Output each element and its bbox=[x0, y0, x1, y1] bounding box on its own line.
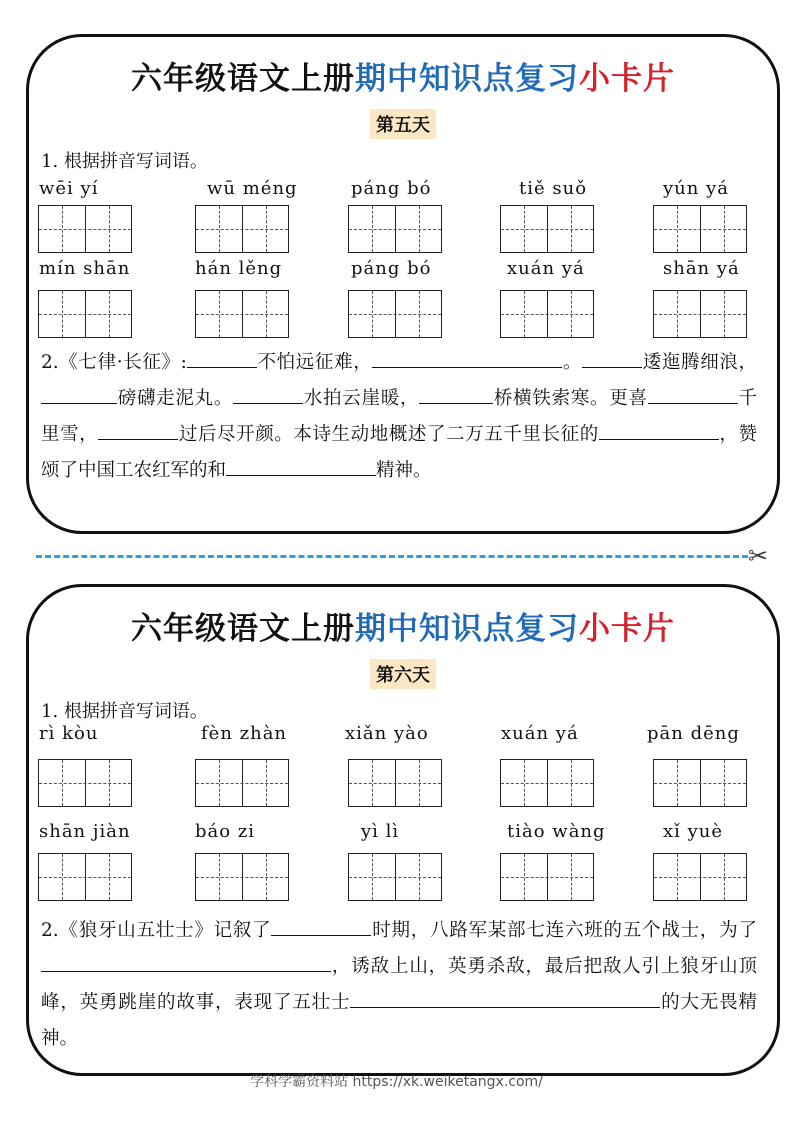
writing-grid[interactable] bbox=[500, 853, 594, 901]
pinyin-label: xuán yá bbox=[501, 723, 579, 744]
writing-grid[interactable] bbox=[653, 290, 747, 338]
pinyin-label: xuán yá bbox=[507, 258, 585, 279]
pinyin-label: xǐ yuè bbox=[663, 821, 724, 842]
writing-grid[interactable] bbox=[348, 759, 442, 807]
worksheet-card-day6 bbox=[26, 584, 780, 1076]
scissors-icon: ✂ bbox=[748, 542, 769, 570]
writing-grid[interactable] bbox=[38, 759, 132, 807]
day-label: 第六天 bbox=[370, 659, 436, 689]
pinyin-label: wēi yí bbox=[39, 178, 99, 199]
pinyin-label: mín shān bbox=[39, 258, 131, 279]
pinyin-label: tiào wàng bbox=[507, 821, 606, 842]
pinyin-label: báo zi bbox=[195, 821, 256, 842]
pinyin-label: páng bó bbox=[351, 178, 432, 199]
answer-blank[interactable] bbox=[187, 349, 257, 369]
writing-grid[interactable] bbox=[500, 759, 594, 807]
pinyin-label: yún yá bbox=[663, 178, 729, 199]
pinyin-label: pān dēng bbox=[647, 723, 740, 744]
answer-blank[interactable] bbox=[648, 385, 738, 405]
writing-grid[interactable] bbox=[38, 290, 132, 338]
writing-grid[interactable] bbox=[195, 853, 289, 901]
writing-grid[interactable] bbox=[195, 290, 289, 338]
writing-grid[interactable] bbox=[500, 205, 594, 253]
writing-grid[interactable] bbox=[348, 853, 442, 901]
writing-grid[interactable] bbox=[500, 290, 594, 338]
answer-blank[interactable] bbox=[350, 989, 660, 1009]
writing-grid[interactable] bbox=[653, 759, 747, 807]
answer-blank[interactable] bbox=[599, 421, 719, 441]
card-title: 六年级语文上册期中知识点复习小卡片 bbox=[131, 611, 675, 647]
pinyin-label: páng bó bbox=[351, 258, 432, 279]
pinyin-label: hán lěng bbox=[195, 258, 283, 279]
day-label: 第五天 bbox=[370, 109, 436, 139]
writing-grid[interactable] bbox=[348, 205, 442, 253]
footer-watermark: 学科学霸资料站 https://xk.weiketangx.com/ bbox=[250, 1074, 543, 1090]
writing-grid[interactable] bbox=[195, 205, 289, 253]
worksheet-card-day5 bbox=[26, 34, 780, 534]
answer-blank[interactable] bbox=[226, 457, 376, 477]
question2-passage: 2.《狼牙山五壮士》记叙了 时期，八路军某部七连六班的五个战士，为了，诱敌上山，英勇杀敌，最后把敌人引上狼牙山顶峰，英勇跳崖的故事，表现了五壮士 的大无畏精神。 bbox=[41, 913, 757, 1057]
question2-poem: 2.《七律·长征》: 不怕远征难， 。 逶迤腾细浪，磅礴走泥丸。 水拍云崖暖， 桥横铁索寒。更喜 千里雪， 过后尽开颜。本诗生动地概述了二万五千里长征的 ，赞颂了中国工农红军的和 精神。 bbox=[41, 345, 757, 489]
answer-blank[interactable] bbox=[419, 385, 493, 405]
pinyin-label: shān yá bbox=[663, 258, 740, 279]
answer-blank[interactable] bbox=[372, 349, 562, 369]
cut-line bbox=[36, 555, 748, 558]
pinyin-label: yì lì bbox=[361, 821, 400, 842]
card-title: 六年级语文上册期中知识点复习小卡片 bbox=[131, 61, 675, 97]
pinyin-label: shān jiàn bbox=[39, 821, 131, 842]
writing-grid[interactable] bbox=[653, 853, 747, 901]
answer-blank[interactable] bbox=[271, 917, 371, 937]
writing-grid[interactable] bbox=[348, 290, 442, 338]
answer-blank[interactable] bbox=[41, 953, 331, 973]
pinyin-label: wū méng bbox=[207, 178, 298, 199]
answer-blank[interactable] bbox=[41, 385, 117, 405]
answer-blank[interactable] bbox=[98, 421, 178, 441]
pinyin-label: fèn zhàn bbox=[201, 723, 288, 744]
answer-blank[interactable] bbox=[233, 385, 303, 405]
writing-grid[interactable] bbox=[653, 205, 747, 253]
writing-grid[interactable] bbox=[195, 759, 289, 807]
question1-heading: 1. 根据拼音写词语。 bbox=[41, 701, 208, 722]
writing-grid[interactable] bbox=[38, 853, 132, 901]
pinyin-label: rì kòu bbox=[39, 723, 99, 744]
answer-blank[interactable] bbox=[582, 349, 642, 369]
pinyin-label: tiě suǒ bbox=[519, 178, 588, 199]
writing-grid[interactable] bbox=[38, 205, 132, 253]
pinyin-label: xiǎn yào bbox=[345, 723, 429, 744]
question1-heading: 1. 根据拼音写词语。 bbox=[41, 151, 208, 172]
